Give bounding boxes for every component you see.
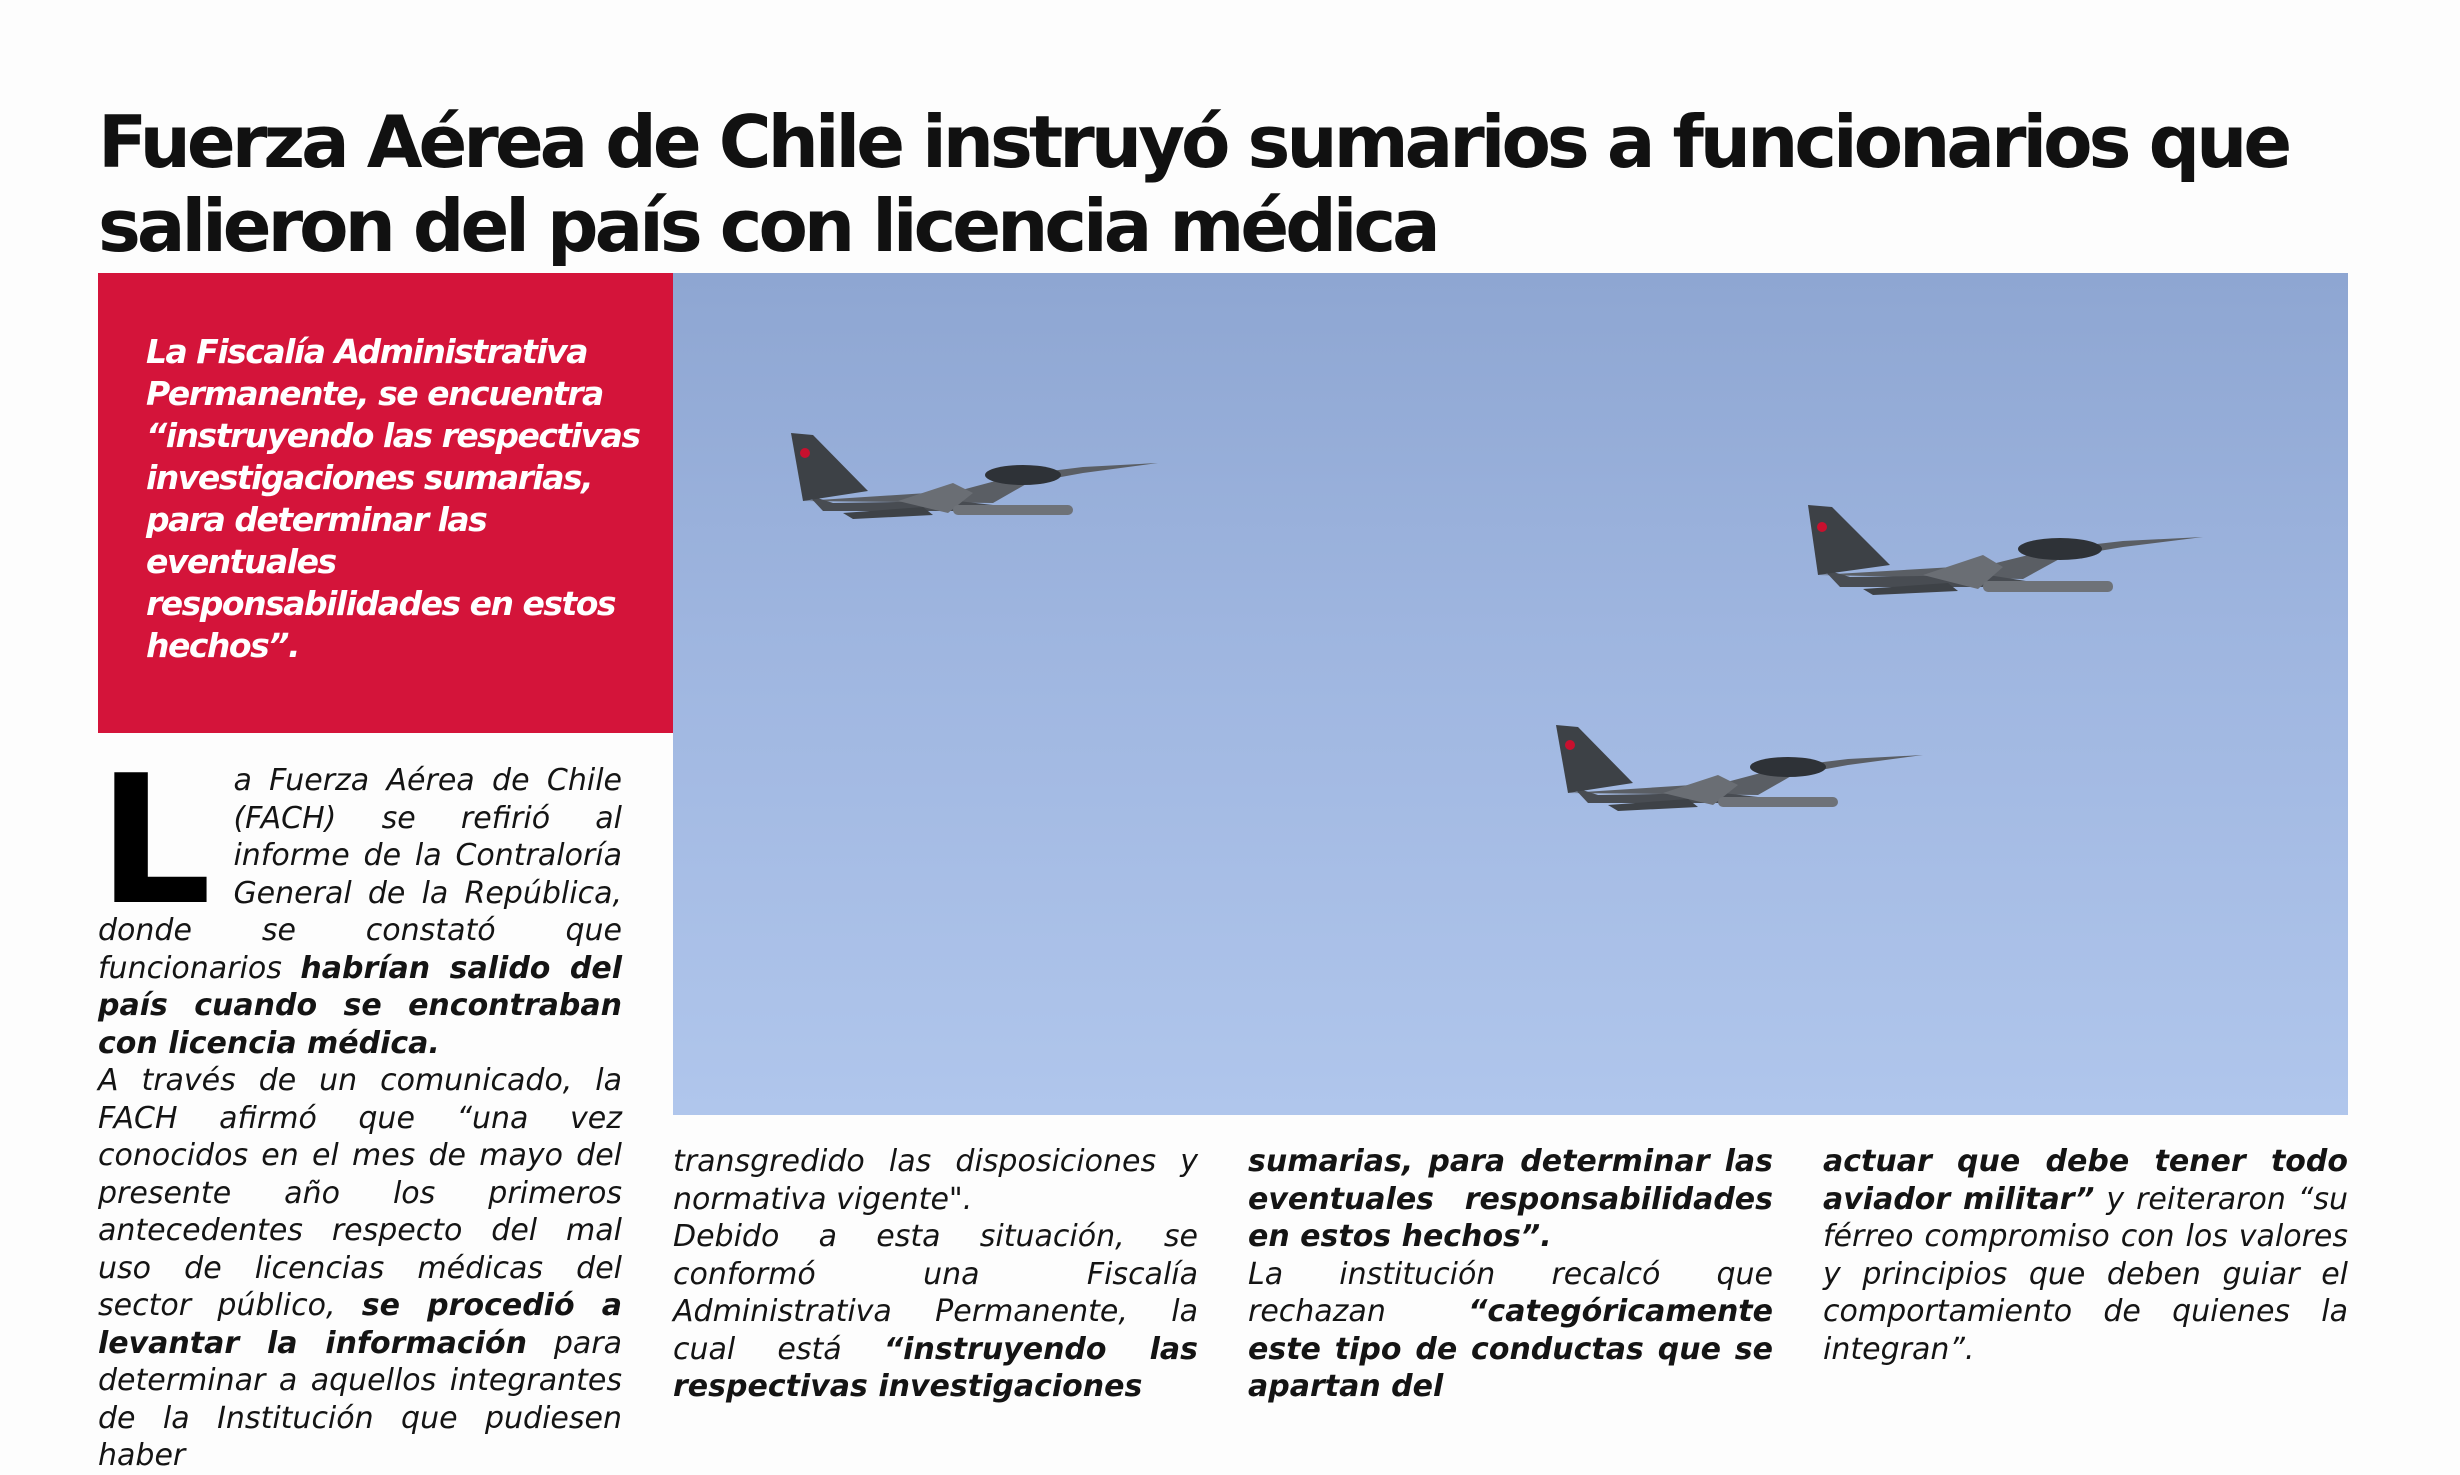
- article-column-2: [673, 1143, 1198, 1406]
- paragraph-comunicado-text: A través de un comunicado, la FACH afirmó que “una vez conocidos en el mes de mayo del presente año los primeros antecedentes respecto del mal uso de licencias médicas del sector público,: [98, 1063, 622, 1323]
- paragraph-fiscalia-text: Debido a esta situación, se conformó una Fiscalía Administrativa Permanente, la cual está: [673, 1219, 1198, 1367]
- paragraph-sumarias-bold: sumarias, para determinar las eventuales responsabilidades en estos hechos”.: [1248, 1144, 1773, 1254]
- headline-line-2: salieron del país con licencia médica: [98, 184, 1437, 268]
- paragraph-recalco-text: La institución recalcó que rechazan: [1248, 1256, 1773, 1329]
- headline: [98, 100, 2378, 268]
- jet-center: [1548, 713, 1928, 828]
- paragraph-recalco: [1248, 1256, 1773, 1406]
- paragraph-comunicado-bold: se procedió a levantar la información: [98, 1288, 623, 1361]
- paragraph-comunicado: [98, 1062, 622, 1475]
- headline-line-1: Fuerza Aérea de Chile instruyó sumarios a funcionarios que: [98, 100, 2289, 184]
- paragraph-continuation: transgredido las disposiciones y normativa vigente".: [673, 1144, 1198, 1217]
- paragraph-comunicado-end: para determinar a aquellos integrantes de la Institución que pudiesen haber: [98, 1325, 622, 1473]
- paragraph-recalco-bold: “categóricamente este tipo de conductas que se apartan del: [1248, 1294, 1773, 1404]
- paragraph-fiscalia-bold: “instruyendo las respectivas investigaciones: [673, 1331, 1198, 1404]
- paragraph-intro-text: a Fuerza Aérea de Chile (FACH) se refirió al informe de la Contraloría General de la República, donde se constató que funcionarios: [98, 763, 622, 986]
- article-column-3: [1248, 1143, 1773, 1406]
- pullquote-text: La Fiscalía Administrativa Permanente, se encuentra “instruyendo las respectivas investigaciones sumarias, para determinar las eventuales responsabilidades en estos hechos”.: [146, 332, 640, 665]
- paragraph-closing-bold: actuar que debe tener todo aviador militar”: [1823, 1144, 2348, 1217]
- paragraph-fiscalia: [673, 1218, 1198, 1406]
- paragraph-closing-text: y reiteraron “su férreo compromiso con los valores y principios que deben guiar el comportamiento de quienes la integran”.: [1823, 1181, 2348, 1367]
- paragraph-closing: [1823, 1143, 2348, 1368]
- article-photo: [673, 273, 2348, 1115]
- dropcap: L: [98, 737, 212, 944]
- paragraph-sumarias: [1248, 1143, 1773, 1256]
- jet-right: [1798, 493, 2218, 613]
- article-column-4: [1823, 1143, 2348, 1368]
- jet-left: [783, 423, 1163, 533]
- article-column-1: [98, 737, 623, 1475]
- paragraph-intro-bold: habrían salido del país cuando se encontraban con licencia médica.: [98, 950, 622, 1061]
- pullquote-box: [98, 273, 673, 733]
